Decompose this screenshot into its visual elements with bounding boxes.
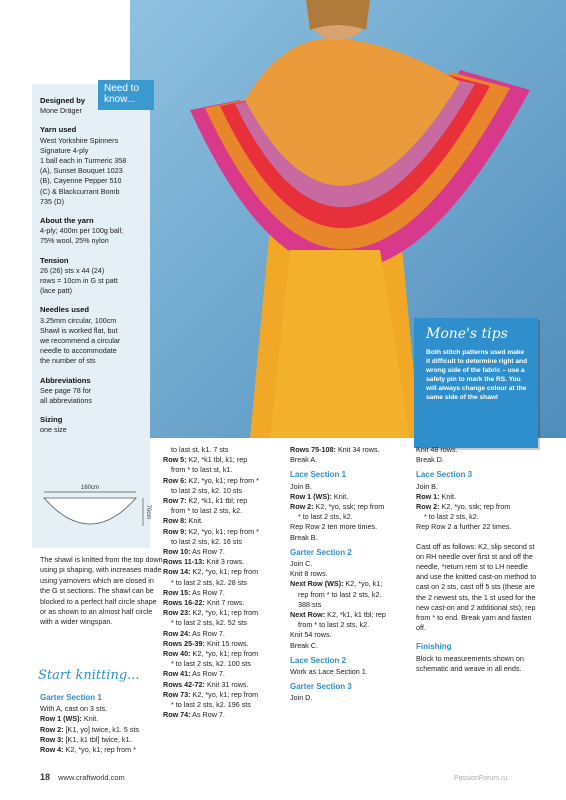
section-heading: Garter Section 3 — [290, 682, 352, 692]
watermark: PassionForum.ru — [454, 775, 508, 782]
sizing-heading: Sizing — [40, 415, 63, 425]
section-heading: Garter Section 1 — [40, 693, 102, 702]
pattern-line: With A, cast on 3 sts. — [40, 704, 108, 714]
pattern-line: * to last 2 sts, k2. 196 sts — [171, 700, 251, 710]
pattern-line: Row 4: K2, *yo, k1; rep from * — [40, 745, 136, 755]
schematic-height-label: 70cm — [145, 504, 151, 520]
tension-line: rows = 10cm in G st patt — [40, 276, 118, 286]
pattern-line: Next Row (WS): K2, *yo, k1; — [290, 579, 383, 589]
yarn-line: (A), Sunset Bouquet 1023 — [40, 166, 123, 176]
pattern-line: Break B. — [290, 532, 318, 542]
pattern-line: Row 5: K2, *k1 tbl, k1; rep — [163, 455, 248, 465]
pattern-line: Rows 25-39: Knit 15 rows. — [163, 638, 249, 648]
pattern-line: rep from * to last 2 sts, k2. — [298, 589, 382, 599]
pattern-line: * to last 2 sts, k2. — [424, 512, 479, 522]
pattern-line: Rows 16-22: Knit 7 rows. — [163, 598, 245, 608]
designer-name: Mone Dräger — [40, 106, 82, 116]
page-number: 18 — [40, 772, 51, 782]
needles-line: the number of sts — [40, 356, 96, 366]
about-yarn-line: 4-ply; 400m per 100g ball; — [40, 226, 124, 236]
pattern-line: Rep Row 2 ten more times. — [290, 522, 378, 532]
pattern-line: to last 2 sts, k2. 10 sts — [171, 485, 243, 495]
site-url[interactable]: www.craftworld.com — [58, 773, 125, 782]
tips-title: Mone's tips — [426, 326, 508, 342]
abbreviations-line: See page 78 for — [40, 385, 92, 395]
pattern-line: Next Row: K2, *k1, k1 tbl; rep — [290, 610, 386, 620]
about-yarn-heading: About the yarn — [40, 216, 94, 226]
pattern-line: Row 9: K2, *yo, k1; rep from * — [163, 526, 259, 536]
pattern-line: Join C. — [290, 559, 313, 569]
sizing-line: one size — [40, 425, 67, 435]
needles-block — [40, 305, 190, 366]
cast-off-text: Cast off as follows: K2, slip second st on RH needle over first st and off the needle, *return rem st to LH needle and use the knitted cast-on method to cast on 2 sts, cast off 5 sts (these are the 2 newest sts, the 1 st used for the new cast-on and 2 additional sts); rep from * to end. Break yarn and fasten off. — [416, 541, 537, 633]
finishing-text: Block to measurements shown on schematic and weave in all ends. — [416, 653, 524, 673]
pattern-line: to last 2 sts, k2. 16 sts — [171, 536, 243, 546]
pattern-line: Knit 8 rows. — [290, 569, 328, 579]
yarn-line: Signature 4-ply — [40, 145, 89, 155]
footer — [40, 772, 125, 782]
pattern-line: Row 15: As Row 7. — [163, 587, 225, 597]
pattern-line: 388 sts — [298, 599, 322, 609]
pattern-line: to last st, k1. 7 sts — [171, 445, 229, 454]
sizing-block — [40, 415, 190, 435]
abbreviations-heading: Abbreviations — [40, 375, 91, 385]
pattern-line: Row 7: K2, *k1, k1 tbl; rep — [163, 496, 248, 506]
pattern-column-4 — [416, 445, 540, 674]
sidebar-content — [40, 96, 190, 445]
tension-line: (lace patt) — [40, 286, 72, 296]
pattern-line: from * to last st, k1. — [171, 465, 233, 475]
pattern-line: Break D. — [416, 455, 444, 465]
section-heading: Lace Section 1 — [290, 470, 347, 480]
pattern-line: Break A. — [290, 455, 318, 465]
garter-section-1 — [40, 689, 166, 755]
sizing-schematic — [40, 484, 150, 540]
tips-text: Both stitch patterns used make it difficult to determine right and wrong side of the fabric – use a safety pin to mark the RS. You will always change colour at the same side of the shawl — [426, 349, 528, 401]
pattern-line: Join B. — [290, 481, 312, 491]
section-heading: Lace Section 3 — [416, 470, 473, 480]
pattern-line: from * to last 2 sts, k2. — [171, 506, 243, 516]
needles-line: needle to accommodate — [40, 346, 117, 356]
designed-by-heading: Designed by — [40, 96, 86, 105]
pattern-column-2 — [163, 445, 283, 720]
pattern-line: Work as Lace Section 1. — [290, 667, 368, 677]
pattern-line: Row 2: [K1, yo] twice, k1. 5 sts — [40, 724, 140, 734]
pattern-line: * to last 2 sts, k2. 100 sts — [171, 659, 251, 669]
pattern-line: Row 74: As Row 7. — [163, 710, 225, 720]
yarn-line: (C) & Blackcurrant Bomb — [40, 186, 120, 196]
tension-line: 26 (26) sts x 44 (24) — [40, 265, 105, 275]
pattern-line: Row 2: K2, *yo, ssk; rep from — [416, 502, 511, 512]
pattern-line: Row 6: K2, *yo, k1; rep from * — [163, 475, 259, 485]
needles-heading: Needles used — [40, 305, 89, 315]
tips-box — [414, 318, 538, 448]
needles-line: 3.25mm circular, 100cm — [40, 315, 117, 325]
yarn-used-block — [40, 125, 190, 207]
section-heading: Garter Section 2 — [290, 547, 352, 557]
yarn-line: 735 (D) — [40, 196, 64, 206]
need-to-know-label: Need to know... — [104, 83, 140, 105]
pattern-line: Row 24: As Row 7. — [163, 628, 225, 638]
pattern-line: Knit 54 rows. — [290, 630, 332, 640]
pattern-line: Knit 48 rows. — [416, 445, 458, 454]
pattern-line: from * to last 2 sts, k2. — [298, 620, 370, 630]
needles-line: we recommend a circular — [40, 336, 121, 346]
yarn-line: (B), Cayenne Pepper 510 — [40, 176, 122, 186]
pattern-line: Row 23: K2, *yo, k1; rep from — [163, 608, 259, 618]
pattern-line: Row 1: Knit. — [416, 491, 456, 501]
pattern-line: Break C. — [290, 640, 318, 650]
pattern-line: Row 14: K2, *yo, k1; rep from — [163, 567, 259, 577]
about-yarn-block — [40, 216, 190, 247]
pattern-column-3 — [290, 445, 410, 704]
pattern-line: Row 8: Knit. — [163, 516, 203, 526]
section-heading: Finishing — [416, 642, 452, 652]
pattern-line: Row 10: As Row 7. — [163, 547, 225, 557]
tension-block — [40, 256, 190, 297]
pattern-line: Join D. — [290, 693, 313, 703]
yarn-used-heading: Yarn used — [40, 125, 77, 135]
pattern-line: * to last 2 sts, k2. — [298, 512, 353, 522]
pattern-line: * to last 2 sts, k2. 28 sts — [171, 577, 247, 587]
tension-heading: Tension — [40, 255, 69, 265]
pattern-line: Rep Row 2 a further 22 times. — [416, 522, 512, 532]
designed-by-block — [40, 96, 190, 116]
abbreviations-block — [40, 376, 190, 407]
pattern-line: Rows 11-13: Knit 3 rows. — [163, 557, 245, 567]
schematic-width-label: 160cm — [80, 485, 100, 491]
pattern-line: Rows 75-108: Knit 34 rows. — [290, 445, 380, 454]
pattern-line: Rows 42-72: Knit 31 rows. — [163, 679, 249, 689]
intro-text — [40, 555, 165, 628]
pattern-line: Join B. — [416, 481, 438, 491]
needles-line: Shawl is worked flat, but — [40, 325, 118, 335]
pattern-line: Row 1 (WS): Knit. — [290, 491, 349, 501]
pattern-line: Row 2: K2, *yo, ssk; rep from — [290, 502, 385, 512]
pattern-line: Row 1 (WS): Knit. — [40, 714, 99, 724]
section-heading: Lace Section 2 — [290, 655, 347, 665]
pattern-line: Row 40: K2, *yo, k1; rep from — [163, 649, 259, 659]
pattern-line: * to last 2 sts, k2. 52 sts — [171, 618, 247, 628]
intro-paragraph: The shawl is knitted from the top down using pi shaping, with increases made using yarnovers which are closed in the G st sections. The shawl can be blocked to a perfect half circle shape or as shown to an almost half circle with a wider wingspan. — [40, 555, 163, 627]
about-yarn-line: 75% wool, 25% nylon — [40, 236, 109, 246]
pattern-line: Row 3: [K1, k1 tbl] twice, k1. — [40, 734, 132, 744]
pattern-line: Row 73: K2, *yo, k1; rep from — [163, 689, 259, 699]
yarn-line: West Yorkshire Spinners — [40, 135, 119, 145]
abbreviations-line: all abbreviations — [40, 396, 92, 406]
pattern-line: Row 41: As Row 7. — [163, 669, 225, 679]
start-knitting-heading: Start knitting... — [38, 668, 140, 683]
yarn-line: 1 ball each in Turmeric 358 — [40, 156, 127, 166]
